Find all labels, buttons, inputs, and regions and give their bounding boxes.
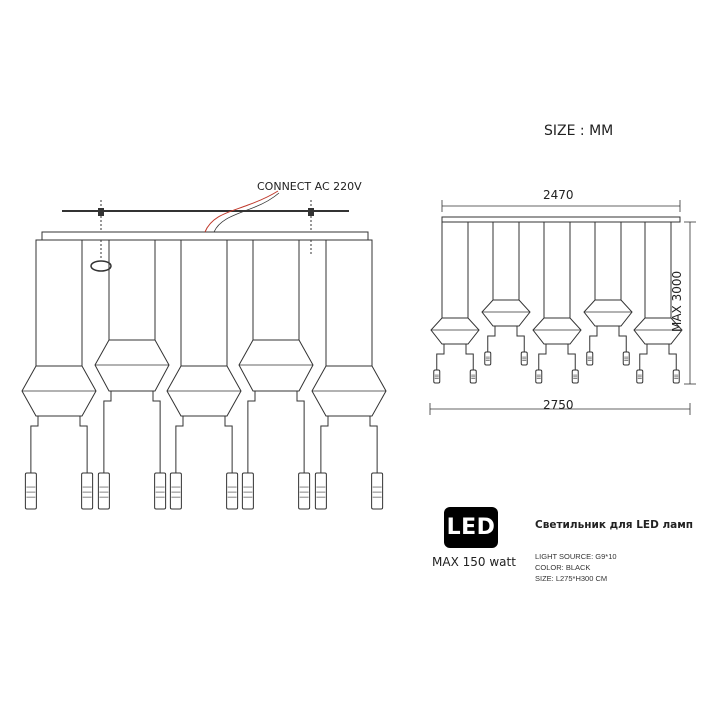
lamp-cord (517, 326, 524, 352)
bottom-width-dimension: 2750 (543, 398, 574, 412)
bulb-holder (315, 473, 326, 509)
lamp-cord (437, 344, 444, 370)
size-units-label: SIZE : MM (544, 123, 614, 139)
bulb-holder (82, 473, 93, 509)
canopy-clip (308, 208, 314, 216)
lamp-cord (104, 391, 111, 473)
lamp-tube (36, 240, 82, 366)
lamp-shade (95, 340, 169, 391)
lamp-cord (370, 416, 377, 473)
top-width-dimension: 2470 (543, 188, 574, 202)
lamp-cord (488, 326, 495, 352)
bulb-holder (242, 473, 253, 509)
lamp-shade (533, 318, 581, 344)
side-view-drawing (430, 200, 696, 415)
bulb-holder (637, 370, 643, 383)
main-bar (42, 232, 368, 240)
lamp-cord (297, 391, 304, 473)
lamp-cord (321, 416, 328, 473)
bulb-holder (170, 473, 181, 509)
bulb-holder (572, 370, 578, 383)
bulb-holder (434, 370, 440, 383)
lamp-cord (568, 344, 575, 370)
lamp-cord (153, 391, 160, 473)
coiled-cable (91, 261, 111, 271)
lamp-tube (645, 222, 671, 318)
bulb-holder (587, 352, 593, 365)
side-main-bar (442, 217, 680, 222)
lamp-cord (466, 344, 473, 370)
max-power-label: MAX 150 watt (432, 555, 516, 569)
lamp-shade (239, 340, 313, 391)
bulb-holder (372, 473, 383, 509)
lamp-tube (253, 240, 299, 340)
bulb-holder (25, 473, 36, 509)
lamp-shade (482, 300, 530, 326)
bulb-holder (485, 352, 491, 365)
bulb-holder (227, 473, 238, 509)
bulb-holder (536, 370, 542, 383)
lamp-cord (176, 416, 183, 473)
lamp-cord (640, 344, 647, 370)
bulb-holder (98, 473, 109, 509)
lamp-tube (595, 222, 621, 300)
lamp-shade (431, 318, 479, 344)
bulb-holder (155, 473, 166, 509)
light-source-spec: LIGHT SOURCE: G9*10 (535, 552, 617, 561)
lamp-tube (109, 240, 155, 340)
canopy-clip (98, 208, 104, 216)
bulb-holder (623, 352, 629, 365)
bulb-holder (470, 370, 476, 383)
max-height-dimension: MAX 3000 (670, 270, 684, 332)
product-title: Светильник для LED ламп (535, 519, 694, 531)
lamp-cord (225, 416, 232, 473)
lamp-cord (619, 326, 626, 352)
connect-power-label: CONNECT AC 220V (257, 180, 362, 193)
size-spec: SIZE: L275*H300 CM (535, 574, 608, 583)
lamp-shade (584, 300, 632, 326)
lamp-cord (539, 344, 546, 370)
bulb-holder (521, 352, 527, 365)
lamp-cord (669, 344, 676, 370)
bulb-holder (673, 370, 679, 383)
lamp-cord (80, 416, 87, 473)
led-badge: LED (444, 507, 498, 548)
power-wire-outline (214, 193, 279, 232)
lamp-tube (326, 240, 372, 366)
lamp-tube (442, 222, 468, 318)
lamp-tube (544, 222, 570, 318)
lamp-tube (493, 222, 519, 300)
lamp-cord (590, 326, 597, 352)
front-view-drawing (22, 191, 386, 509)
color-spec: COLOR: BLACK (535, 563, 591, 572)
lamp-tube (181, 240, 227, 366)
lamp-cord (248, 391, 255, 473)
lamp-cord (31, 416, 38, 473)
bulb-holder (299, 473, 310, 509)
